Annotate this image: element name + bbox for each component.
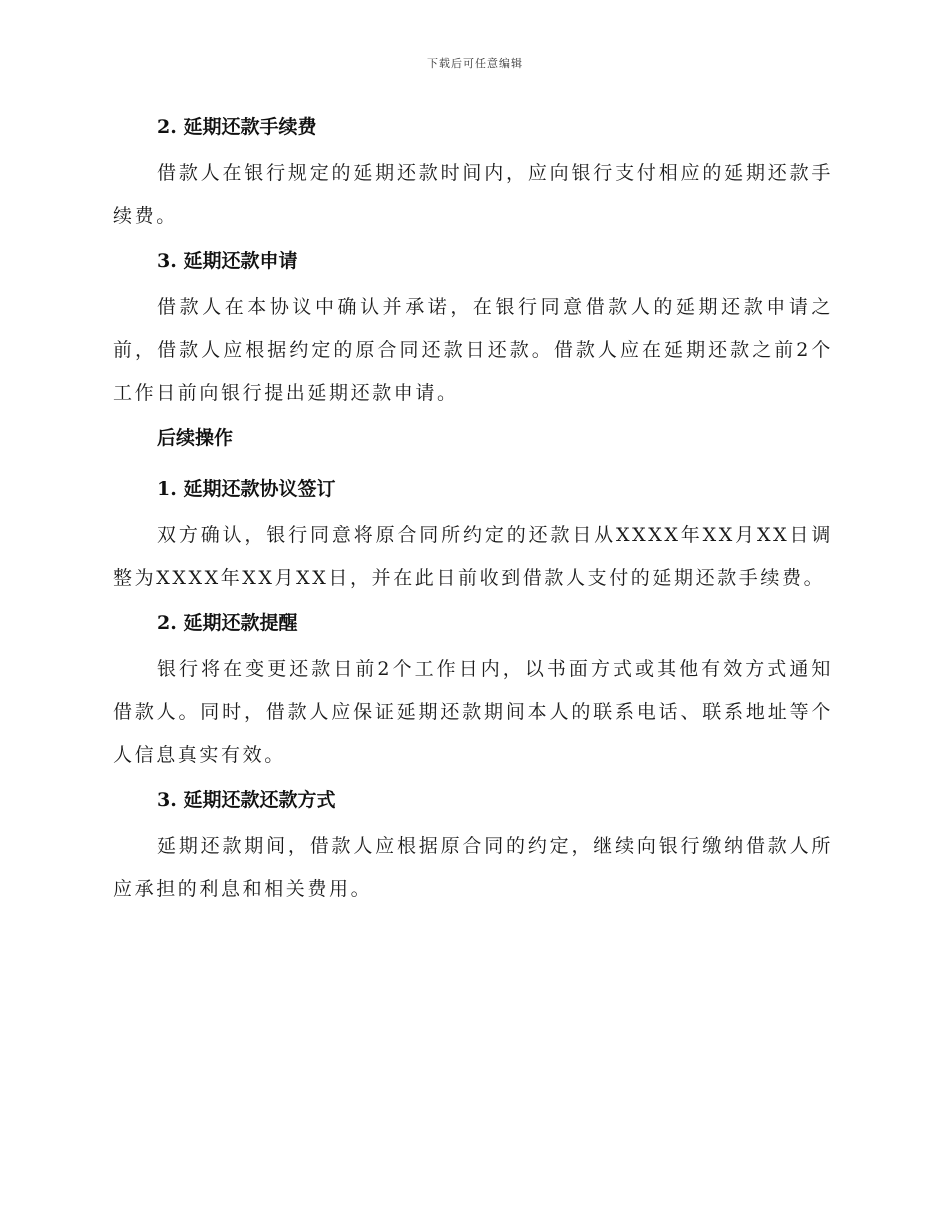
section-heading: 3. 延期还款申请 bbox=[157, 250, 298, 272]
document-body bbox=[113, 112, 833, 911]
section-heading: 1. 延期还款协议签订 bbox=[157, 478, 336, 500]
section-heading: 3. 延期还款还款方式 bbox=[157, 789, 336, 811]
section-heading: 2. 延期还款提醒 bbox=[157, 612, 298, 634]
section-paragraph: 双方确认，银行同意将原合同所约定的还款日从XXXX年XX月XX日调整为XXXX年XX月XX日，并在此日前收到借款人支付的延期还款手续费。 bbox=[113, 524, 833, 589]
section-paragraph: 借款人在银行规定的延期还款时间内，应向银行支付相应的延期还款手续费。 bbox=[113, 162, 833, 227]
section-heading: 2. 延期还款手续费 bbox=[157, 116, 317, 138]
section-paragraph: 延期还款期间，借款人应根据原合同的约定，继续向银行缴纳借款人所应承担的利息和相关费用。 bbox=[113, 835, 833, 900]
page-header-note: 下载后可任意编辑 bbox=[427, 57, 523, 70]
section-heading: 后续操作 bbox=[157, 427, 234, 449]
section-paragraph: 银行将在变更还款日前2个工作日内，以书面方式或其他有效方式通知借款人。同时，借款人应保证延期还款期间本人的联系电话、联系地址等个人信息真实有效。 bbox=[113, 658, 833, 766]
section-paragraph: 借款人在本协议中确认并承诺，在银行同意借款人的延期还款申请之前，借款人应根据约定的原合同还款日还款。借款人应在延期还款之前2个工作日前向银行提出延期还款申请。 bbox=[113, 296, 833, 404]
